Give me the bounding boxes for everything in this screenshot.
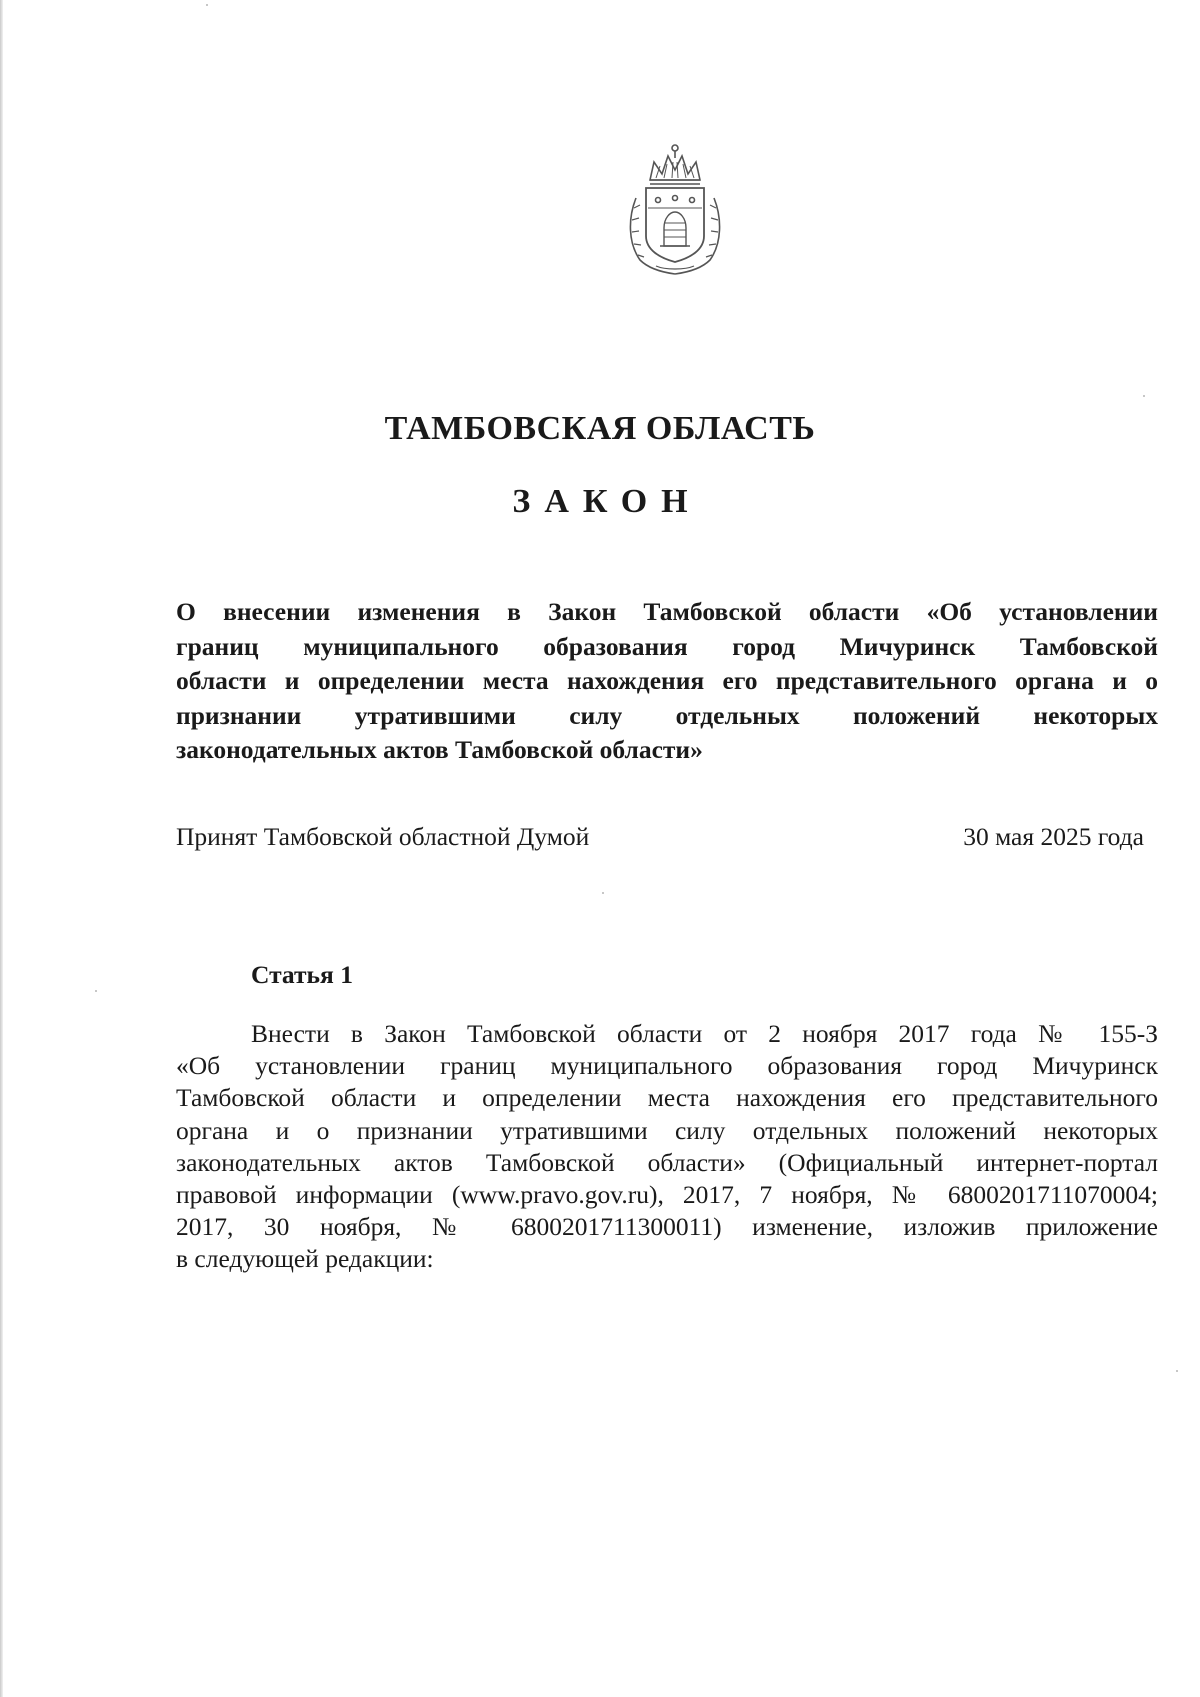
article-line: 2017, 30 ноября, № 6800201711300011) изменение, изложив приложение [176, 1212, 1158, 1242]
scan-speck [95, 990, 97, 992]
scan-speck [602, 892, 604, 894]
article-body [176, 1018, 1158, 1276]
adoption-date: 30 мая 2025 года [963, 822, 1144, 851]
scan-speck [1176, 1370, 1178, 1372]
article-line: в следующей редакции: [176, 1244, 434, 1274]
article-line: правовой информации (www.pravo.gov.ru), 2017, 7 ноября, № 6800201711070004; [176, 1180, 1158, 1210]
law-subject-line: О внесении изменения в Закон Тамбовской области «Об установлении [176, 597, 1158, 626]
law-title: ЗАКОН [512, 483, 702, 520]
law-subject [176, 595, 1158, 768]
adopted-by: Принят Тамбовской областной Думой [176, 822, 590, 851]
adoption-info [176, 822, 1144, 852]
article-line: законодательных актов Тамбовской области» (Официальный интернет-портал [176, 1147, 1158, 1177]
coat-of-arms-icon [620, 138, 730, 276]
law-subject-line: признании утратившими силу отдельных положений некоторых [176, 700, 1158, 730]
scan-speck [1143, 395, 1145, 397]
article-line: органа и о признании утратившими силу отдельных положений некоторых [176, 1115, 1158, 1145]
scan-speck [206, 4, 208, 6]
article-line: Внести в Закон Тамбовской области от 2 ноября 2017 года № 155-З [251, 1019, 1158, 1048]
scan-edge [0, 0, 3, 1697]
article-heading: Статья 1 [251, 960, 353, 989]
article-line: Тамбовской области и определении места нахождения его представительного [176, 1083, 1158, 1113]
article-line: «Об установлении границ муниципального образования город Мичуринск [176, 1051, 1158, 1081]
law-subject-line: границ муниципального образования город Мичуринск Тамбовской [176, 631, 1158, 661]
law-subject-line: области и определении места нахождения его представительного органа и о [176, 666, 1158, 695]
law-subject-line: законодательных актов Тамбовской области» [176, 735, 703, 764]
region-title: ТАМБОВСКАЯ ОБЛАСТЬ [384, 410, 816, 447]
